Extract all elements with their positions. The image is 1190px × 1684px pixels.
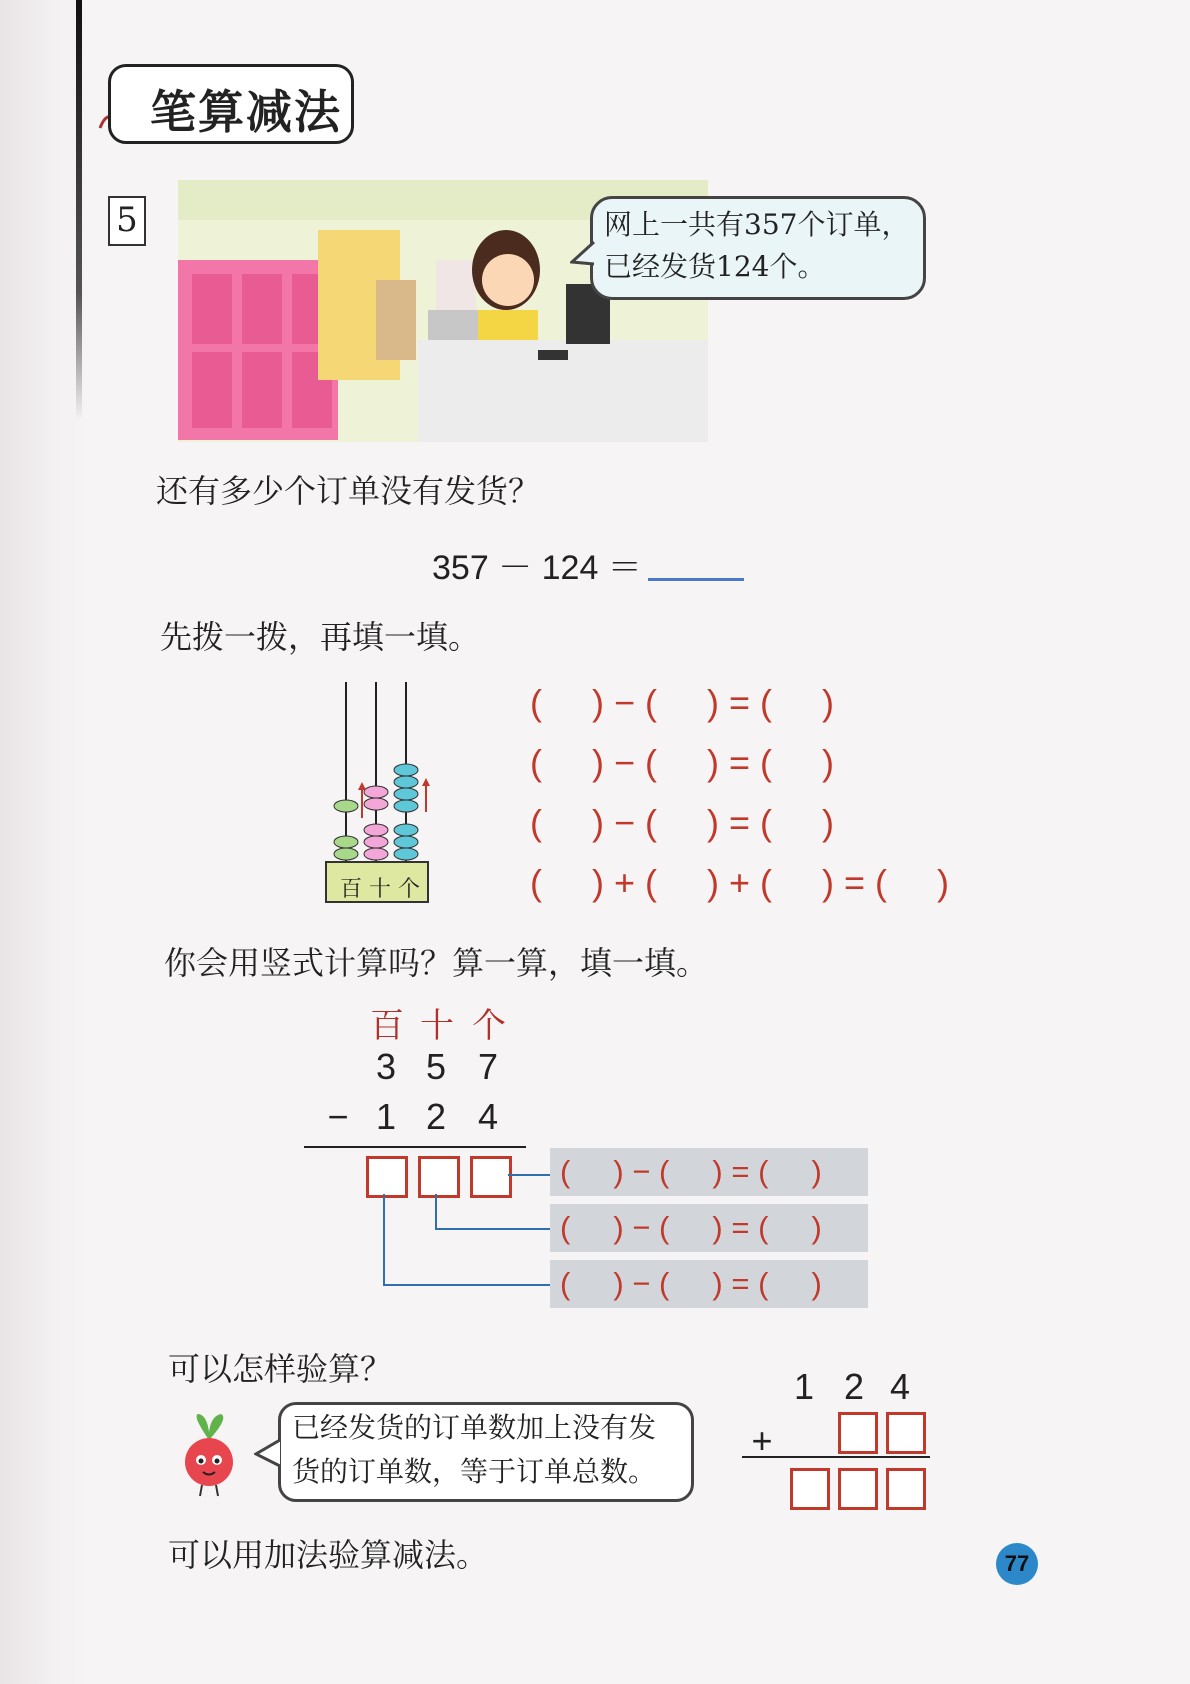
character-line-2: 货的订单数，等于订单总数。 bbox=[292, 1455, 657, 1488]
addend-ones: 4 bbox=[889, 1366, 911, 1407]
sum-box-tens[interactable] bbox=[838, 1468, 878, 1510]
abacus-instruction: 先拨一拨，再填一填。 bbox=[160, 618, 481, 656]
header-hundreds: 百 bbox=[370, 1006, 404, 1046]
radish-character-icon bbox=[176, 1410, 242, 1498]
answer-box-tens[interactable] bbox=[418, 1156, 460, 1198]
speech-line-1: 网上一共有357个订单， bbox=[604, 208, 910, 241]
example-number: 5 bbox=[108, 196, 146, 246]
lesson-title: 笔算减法 bbox=[150, 85, 342, 139]
gray-row-3 bbox=[550, 1260, 868, 1308]
question-text: 还有多少个订单没有发货？ bbox=[156, 472, 541, 510]
speech-line-2: 已经发货124个。 bbox=[604, 250, 826, 283]
minus-sign: − bbox=[327, 1096, 349, 1137]
answer-box-hundreds[interactable] bbox=[366, 1156, 408, 1198]
answer-blank[interactable] bbox=[648, 578, 744, 581]
vertical-instruction: 你会用竖式计算吗？算一算，填一填。 bbox=[164, 944, 709, 982]
minuend-tens: 5 bbox=[425, 1046, 447, 1087]
teacher-speech-text bbox=[604, 204, 914, 288]
page-number: 77 bbox=[996, 1543, 1038, 1585]
sum-box-ones[interactable] bbox=[886, 1468, 926, 1510]
abacus-label: 百 十 个 bbox=[340, 877, 420, 902]
subtrahend-ones: 4 bbox=[477, 1096, 499, 1137]
gray-row-2-text[interactable]: ( ) − ( ) = ( ) bbox=[560, 1210, 822, 1245]
binding-shadow bbox=[76, 0, 82, 420]
character-speech-text bbox=[292, 1406, 682, 1494]
connector-hundreds bbox=[383, 1194, 552, 1286]
addition-rule bbox=[742, 1456, 930, 1458]
check-question: 可以怎样验算？ bbox=[168, 1350, 393, 1388]
answer-box-ones[interactable] bbox=[470, 1156, 512, 1198]
minuend-hundreds: 3 bbox=[375, 1046, 397, 1087]
add-box-tens[interactable] bbox=[838, 1412, 878, 1454]
character-line-1: 已经发货的订单数加上没有发 bbox=[292, 1411, 657, 1444]
minuend-ones: 7 bbox=[477, 1046, 499, 1087]
fill-row-2[interactable]: ( ) − ( ) = ( ) bbox=[530, 742, 835, 783]
fill-row-4[interactable]: ( ) + ( ) + ( ) = ( ) bbox=[530, 862, 950, 903]
add-box-ones[interactable] bbox=[886, 1412, 926, 1454]
main-equation: 357 － 124 ＝ bbox=[432, 549, 642, 587]
sum-box-hundreds[interactable] bbox=[790, 1468, 830, 1510]
gray-row-2 bbox=[550, 1204, 868, 1252]
fill-row-1[interactable]: ( ) − ( ) = ( ) bbox=[530, 682, 835, 723]
connector-ones bbox=[508, 1174, 550, 1176]
header-tens: 十 bbox=[420, 1006, 454, 1046]
addend-tens: 2 bbox=[843, 1366, 865, 1407]
subtrahend-hundreds: 1 bbox=[375, 1096, 397, 1137]
fill-row-3[interactable]: ( ) − ( ) = ( ) bbox=[530, 802, 835, 843]
subtrahend-tens: 2 bbox=[425, 1096, 447, 1137]
gray-row-1-text[interactable]: ( ) − ( ) = ( ) bbox=[560, 1154, 822, 1189]
gray-row-1 bbox=[550, 1148, 868, 1196]
addend-hundreds: 1 bbox=[793, 1366, 815, 1407]
gray-row-3-text[interactable]: ( ) − ( ) = ( ) bbox=[560, 1266, 822, 1301]
header-ones: 个 bbox=[472, 1006, 506, 1046]
plus-sign: + bbox=[751, 1420, 773, 1461]
bubble-tail bbox=[570, 240, 596, 270]
result-rule bbox=[304, 1146, 526, 1148]
character-bubble-tail bbox=[254, 1438, 282, 1468]
conclusion-text: 可以用加法验算减法。 bbox=[168, 1536, 489, 1574]
